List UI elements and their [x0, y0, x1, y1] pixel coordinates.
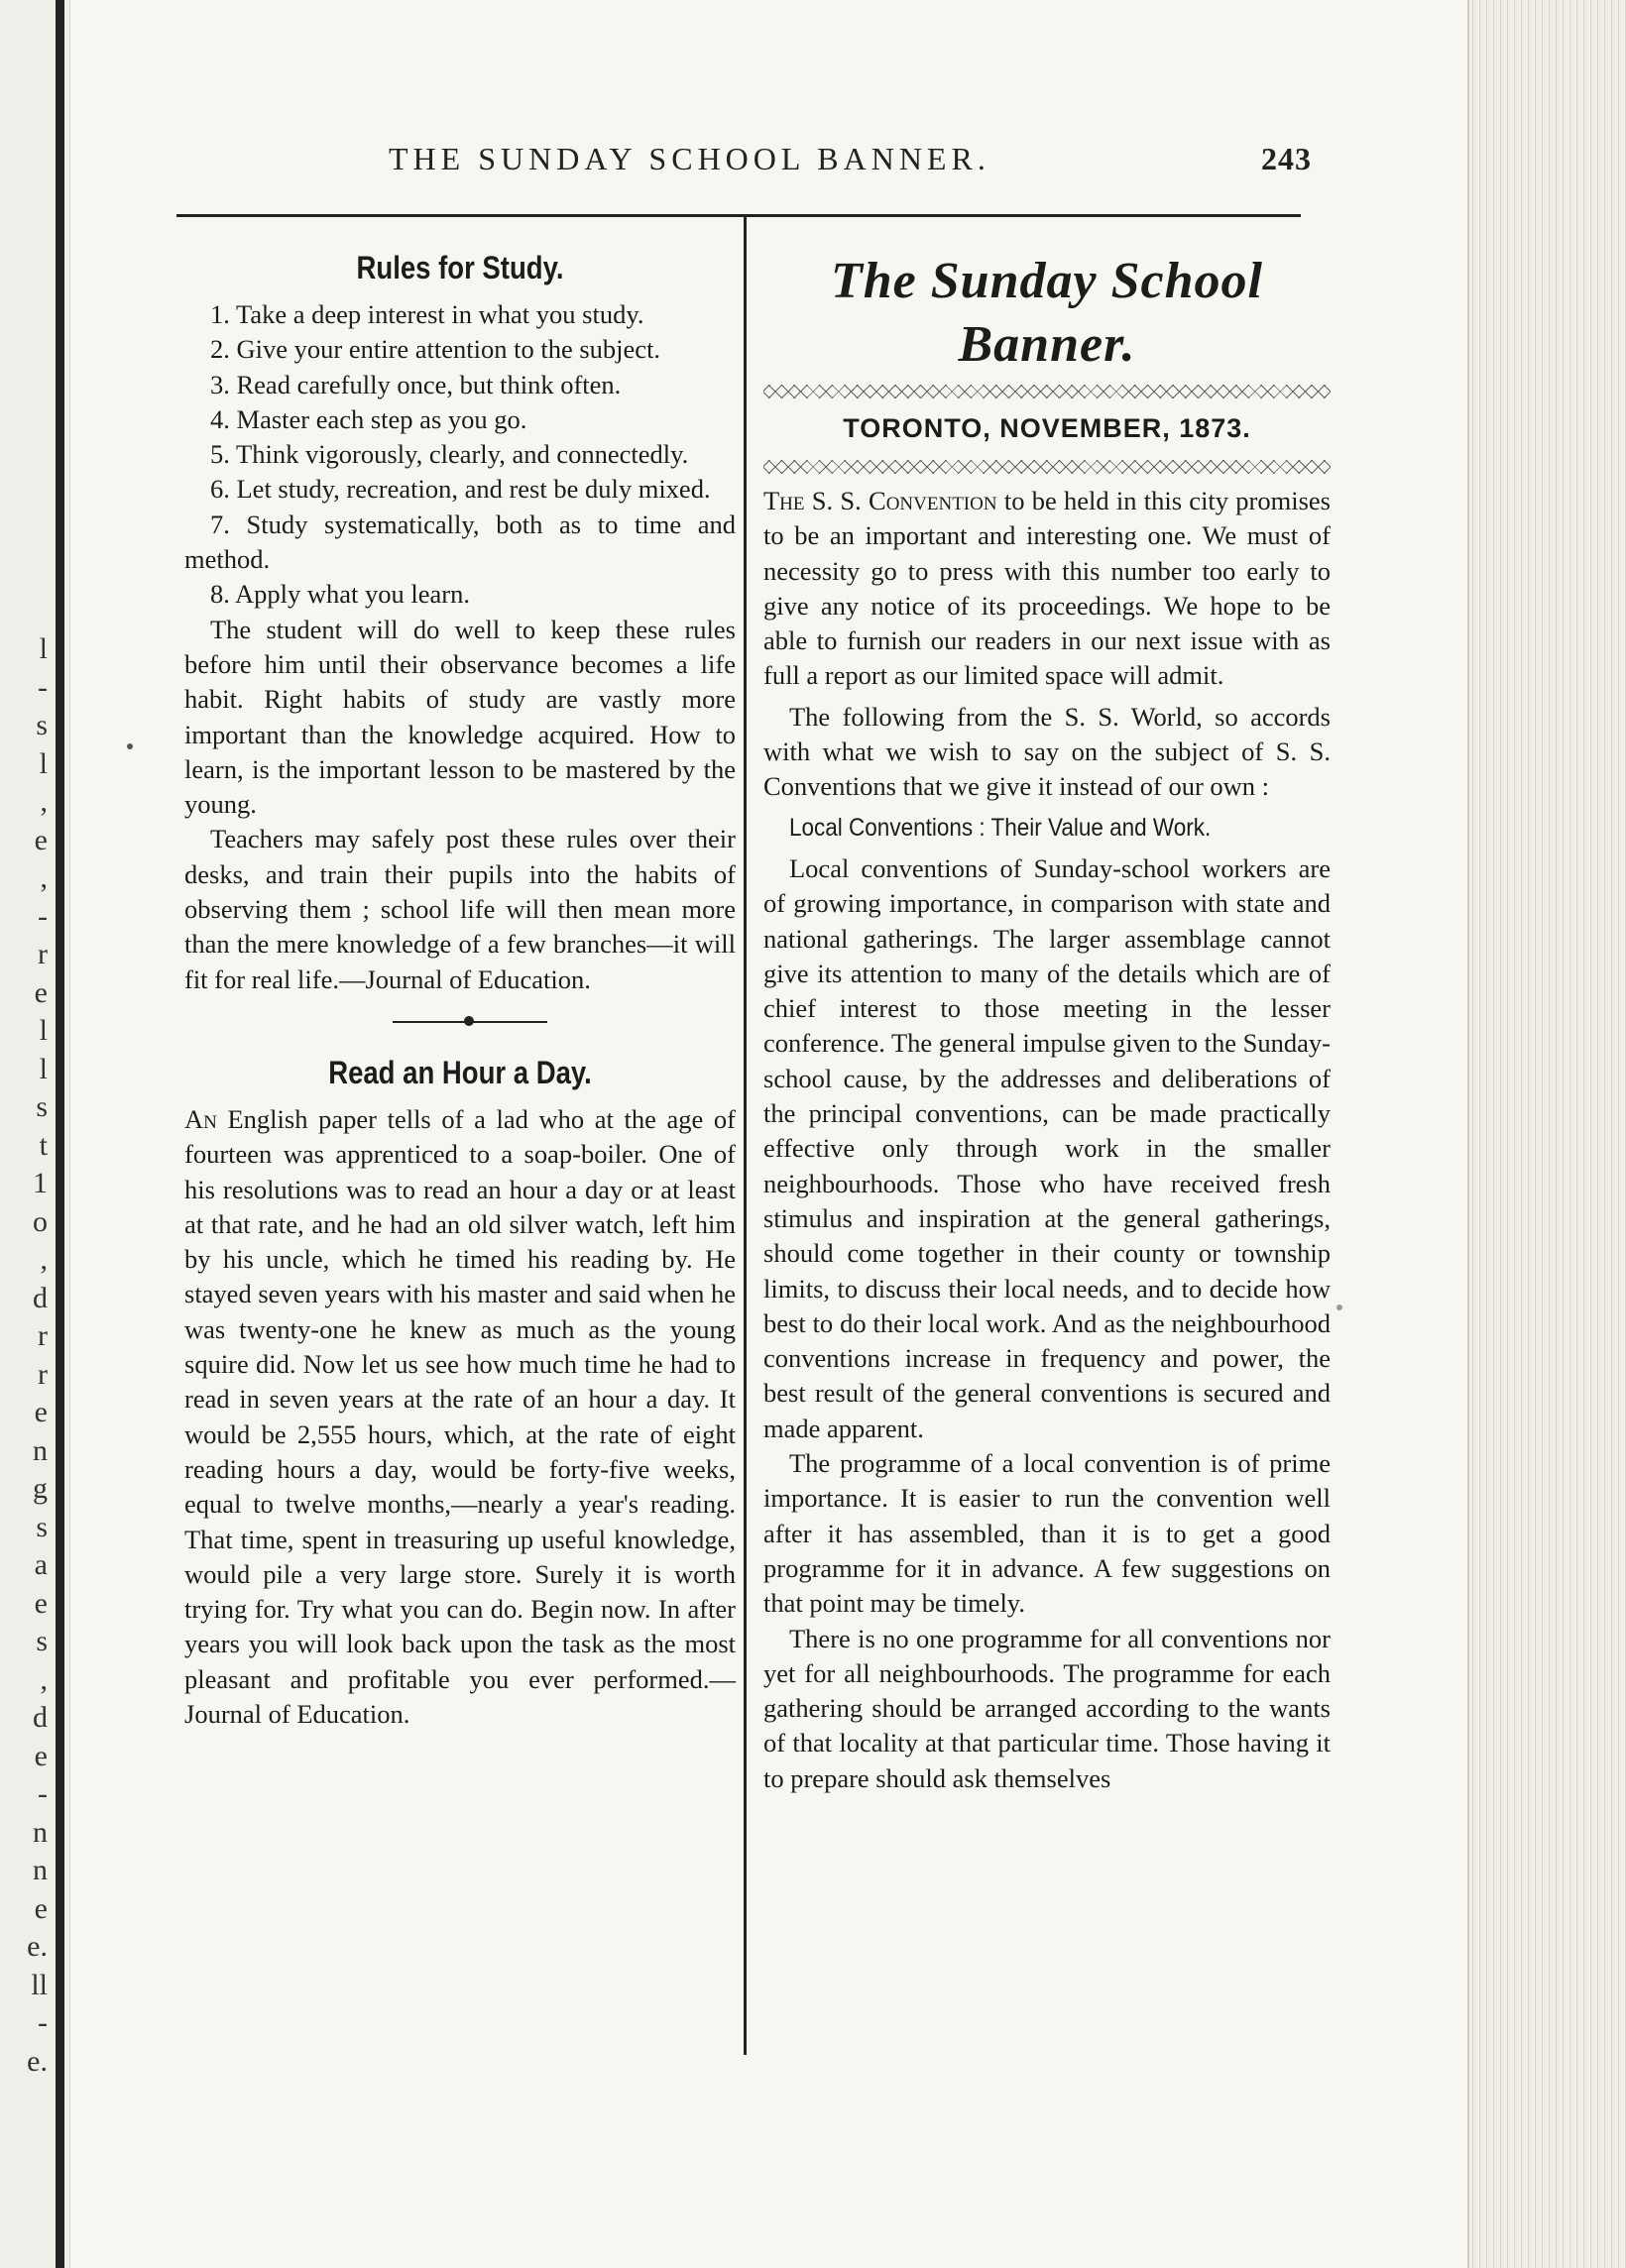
- column-rule: [744, 216, 747, 2055]
- previous-page-fragment: a: [34, 1548, 48, 1581]
- page-number: 243: [1261, 141, 1312, 176]
- left-column: [184, 246, 736, 1732]
- previous-page-fragment: e: [34, 1739, 48, 1772]
- masthead: The Sunday School Banner.: [831, 253, 1263, 373]
- rule-item: 1. Take a deep interest in what you study.: [210, 299, 644, 329]
- previous-page-fragment: g: [33, 1472, 48, 1505]
- previous-page-fragment: n: [33, 1854, 48, 1886]
- previous-page-fragment: d: [33, 1701, 48, 1734]
- previous-page-fragment: s: [36, 1090, 48, 1123]
- rules-paragraph: The student will do well to keep these rules before him until their observance becomes a life habit. Right habits of study are vastly more important than the knowledge acquired. How to learn, is the important lesson to be mastered by the young.: [184, 614, 736, 820]
- ink-speck: [1336, 1304, 1342, 1310]
- previous-page-fragment: l: [39, 632, 48, 665]
- ink-speck: [127, 743, 133, 749]
- rules-title: Rules for Study.: [356, 250, 564, 285]
- previous-page-fragment: 1: [33, 1167, 48, 1199]
- previous-page-fragment: l: [39, 1052, 48, 1085]
- rule-item: 8. Apply what you learn.: [210, 579, 471, 610]
- read-hour-body: English paper tells of a lad who at the age of fourteen was apprenticed to a soap-boiler. One of his resolutions was to read an hour a day or at least at that rate, and he had an old silver watch, left him by his uncle, which he timed his reading by. He stayed seven years with his master and said when he was twenty-one he knew as much as the young squire did. Now let us see how much time he had to read in seven years at the rate of an hour a day. It would be 2,555 hours, which, at the rate of eight reading hours a day, would be forty-five weeks, equal to twelve months,—nearly a year's reading. That time, spent in treasuring up useful knowledge, would pile a very large store. Surely it is worth trying for. Try what you can do. Begin now. In after years you will look back upon the task as the most pleasant and profitable you ever performed.—Journal of Education.: [184, 1103, 736, 1729]
- header-rule: [176, 214, 1301, 217]
- editorial-lead: The S. S. Convention: [763, 486, 997, 515]
- rule-item: 7. Study systematically, both as to time and method.: [184, 509, 736, 575]
- read-hour-paragraph: [184, 1102, 736, 1732]
- ornament-dot: [464, 1016, 474, 1026]
- rule-item: 4. Master each step as you go.: [210, 403, 527, 434]
- previous-page-fragment: e: [34, 1396, 48, 1428]
- previous-page-fragment: ll: [31, 1968, 48, 2001]
- previous-page-fragment: r: [38, 938, 48, 970]
- wavy-rule: [763, 460, 1331, 474]
- binding-gutter: [56, 0, 64, 2268]
- previous-page-fragment: r: [38, 1319, 48, 1352]
- previous-page-fragment: ,: [40, 1662, 48, 1696]
- editorial-paragraph: [763, 484, 1331, 694]
- read-hour-title: Read an Hour a Day.: [328, 1054, 592, 1090]
- previous-page-fragment: ,: [40, 861, 48, 894]
- running-head: [389, 141, 1380, 190]
- rules-paragraph: Teachers may safely post these rules over their desks, and train their pupils into the habits of observing them ; school life will then mean more than the mere knowledge of a few branches—it will fit for real life.—Journal of Education.: [184, 824, 736, 994]
- previous-page-edge: [0, 0, 70, 2268]
- rule-item: 3. Read carefully once, but think often.: [210, 369, 622, 399]
- article-paragraph: Local conventions of Sunday-school workers are of growing importance, in comparison with state and national gatherings. The larger assemblage cannot give its attention to many of the details which are of chief interest to those meeting in the lesser conference. The general impulse given to the Sunday-school cause, by the addresses and deliberations of the principal conventions, can be made practically effective only through work in the smaller neighbourhoods. Those who have received fresh stimulus and inspiration at the general gatherings, should come together in their county or township limits, to discuss their local needs, and to decide how best to do their local work. And as the neighbourhood conventions increase in frequency and power, the best result of the general conventions is secured and made apparent.: [763, 852, 1332, 1443]
- editorial-paragraph: The following from the S. S. World, so accords with what we wish to say on the subject of S. S. Conventions that we give it instead of our own :: [763, 701, 1331, 802]
- dateline: TORONTO, NOVEMBER, 1873.: [843, 413, 1251, 443]
- section-ornament: [184, 1005, 736, 1039]
- previous-page-fragment: s: [36, 709, 48, 741]
- previous-page-fragment: n: [33, 1815, 48, 1849]
- page-stack-edge: [1467, 0, 1626, 2268]
- previous-page-fragment: n: [33, 1433, 48, 1467]
- rule-item: 6. Let study, recreation, and rest be duly mixed.: [210, 474, 711, 505]
- article-paragraph: The programme of a local convention is of prime importance. It is easier to run the convention well after it has assembled, than it is to get a good programme for it in advance. A few suggestions on that point may be timely.: [763, 1448, 1331, 1619]
- previous-page-fragment: t: [39, 1128, 48, 1162]
- editorial-body: to be held in this city promises to be an important and interesting one. We must of necessity go to press with this number too early to give any notice of its proceedings. We hope to be able to furnish our readers in our next issue with as full a report as our limited space will admit.: [763, 486, 1331, 691]
- rule-item: 5. Think vigorously, clearly, and connectedly.: [210, 439, 689, 470]
- previous-page-fragment: e: [34, 823, 48, 856]
- right-column: [763, 248, 1331, 1796]
- previous-page-fragment: e.: [27, 2044, 48, 2078]
- previous-page-fragment: o: [33, 1204, 48, 1238]
- article-paragraph: There is no one programme for all conventions nor yet for all neighbourhoods. The programme for each gathering should be arranged according to the wants of that locality at that particular time. Those having it to prepare should ask themselves: [763, 1623, 1331, 1793]
- previous-page-fragment: -: [38, 1777, 48, 1810]
- rule-item: 2. Give your entire attention to the subject.: [210, 334, 661, 365]
- previous-page-fragment: s: [36, 1510, 48, 1543]
- previous-page-fragment: d: [33, 1281, 48, 1314]
- previous-page-fragment: -: [38, 2006, 48, 2039]
- previous-page-fragment: e: [34, 975, 48, 1009]
- previous-page-fragment: l: [39, 1014, 48, 1047]
- local-conventions-subhead: Local Conventions : Their Value and Work.: [789, 813, 1212, 842]
- previous-page-fragment: e: [34, 1586, 48, 1620]
- previous-page-fragment: s: [36, 1625, 48, 1657]
- wavy-rule: [763, 385, 1331, 398]
- previous-page-fragment: ,: [40, 785, 48, 818]
- read-hour-lead: An: [184, 1103, 217, 1134]
- previous-page-fragment: ,: [40, 1243, 48, 1276]
- previous-page-fragment: e.: [27, 1930, 48, 1963]
- previous-page-fragment: r: [38, 1357, 48, 1391]
- previous-page-fragment: e: [34, 1891, 48, 1925]
- previous-page-fragment: -: [38, 899, 48, 933]
- running-title: THE SUNDAY SCHOOL BANNER.: [389, 141, 990, 176]
- previous-page-fragment: l: [39, 746, 48, 780]
- previous-page-fragment: -: [38, 670, 48, 704]
